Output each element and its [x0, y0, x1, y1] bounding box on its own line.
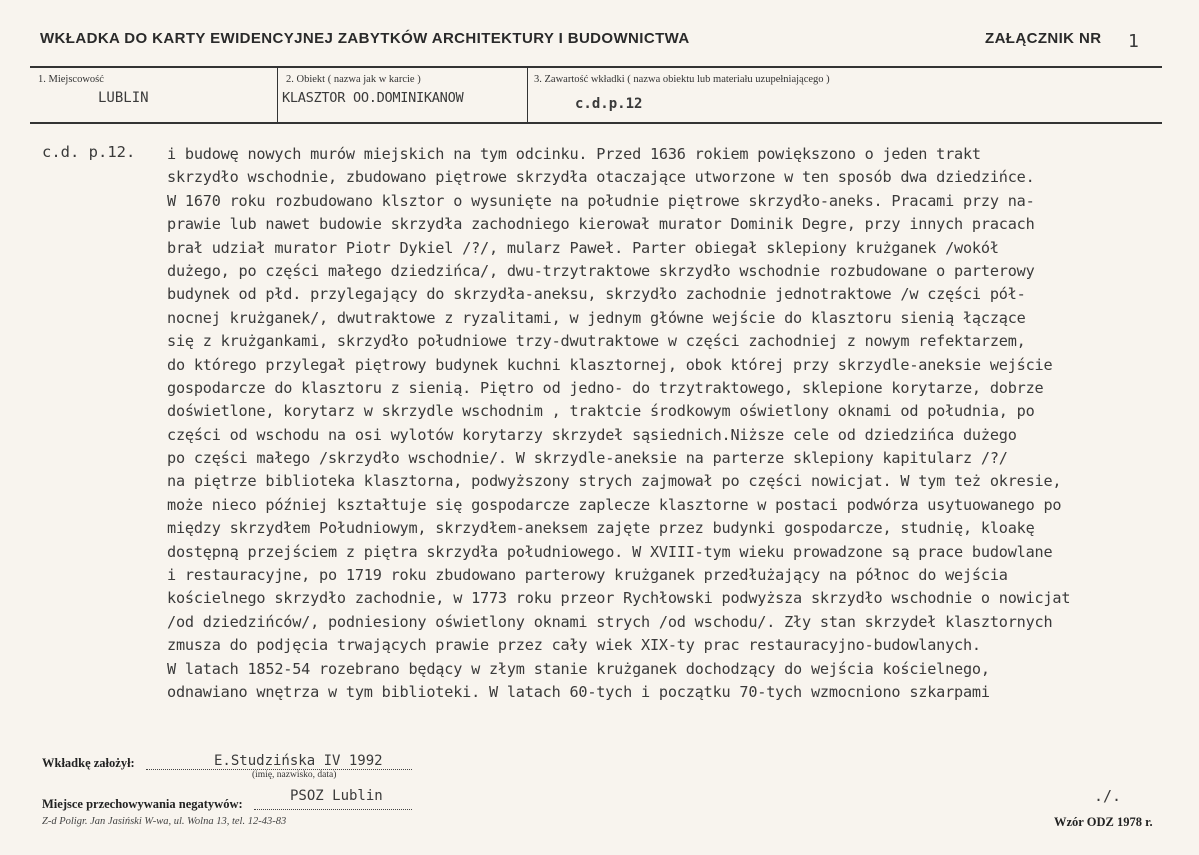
contents-label: 3. Zawartość wkładki ( nazwa obiektu lub materiału uzupełniającego )	[534, 74, 830, 85]
founded-by-hint: (imię, nazwisko, data)	[252, 770, 337, 780]
founded-by-value: E.Studzińska IV 1992	[214, 753, 383, 769]
negatives-location-label: Miejsce przechowywania negatywów:	[42, 797, 243, 811]
locality-label: 1. Miejscowość	[38, 74, 104, 85]
column-divider-2	[527, 67, 528, 123]
text-line: W latach 1852-54 rozebrano będący w złym stanie krużganek dochodzący do wejścia kościelnego,	[167, 659, 990, 678]
text-line: zmusza do podjęcia trwających prawie przez cały wiek XIX-ty prac restauracyjno-budowlanych.	[167, 636, 981, 655]
text-line: prawie lub nawet budowie skrzydła zachodniego kierował murator Dominik Degre, przy innych pracach	[167, 215, 1035, 234]
text-line: skrzydło wschodnie, zbudowano piętrowe skrzydła otaczające utworzone w ten sposób dwa dziedzińce.	[167, 168, 1035, 187]
table-top-rule	[30, 66, 1162, 68]
text-line: doświetlone, korytarz w skrzydle wschodnim , traktcie środkowym oświetlony oknami od południa, po	[167, 402, 1035, 421]
text-line: dostępną przejściem z piętra skrzydła południowego. W XVIII-tym wieku prowadzone są prace budowlane	[167, 542, 1053, 561]
text-line: do którego przylegał piętrowy budynek kuchni klasztornej, obok której przy skrzydle-aneksie wejście	[167, 355, 1053, 374]
body-text	[167, 143, 1199, 704]
attachment-number: 1	[1128, 31, 1139, 52]
founded-by-label: Wkładkę założył:	[42, 756, 135, 770]
form-title: WKŁADKA DO KARTY EWIDENCYJNEJ ZABYTKÓW ARCHITEKTURY I BUDOWNICTWA	[40, 30, 690, 47]
text-line: części od wschodu na osi wylotów korytarzy skrzydeł sąsiednich.Niższe cele od dziedzińca dużego	[167, 425, 1017, 444]
text-line: i restauracyjne, po 1719 roku zbudowano parterowy krużganek przedłużający na północ do wejścia	[167, 566, 1008, 585]
form-code: Wzór ODZ 1978 r.	[1054, 815, 1153, 829]
text-line: może nieco później kształtuje się gospodarcze zaplecze klasztorne w postaci podwórza usytuowanego po	[167, 495, 1062, 514]
text-line: budynek od płd. przylegający do skrzydła-aneksu, skrzydło zachodnie jednotraktowe /w części pół-	[167, 285, 1026, 304]
negatives-dotted-line	[254, 809, 412, 810]
continuation-marginal: c.d. p.12.	[42, 143, 136, 161]
table-bottom-rule	[30, 122, 1162, 124]
text-line: na piętrze biblioteka klasztorna, podwyższony strych zajmował po części nowicjat. W tym też okresie,	[167, 472, 1062, 491]
object-value: KLASZTOR OO.DOMINIKANOW	[282, 90, 464, 106]
text-line: odnawiano wnętrza w tym biblioteki. W latach 60-tych i początku 70-tych wzmocniono szkarpami	[167, 682, 990, 701]
text-line: się z krużgankami, skrzydło południowe trzy-dwutraktowe w części zachodniej z nowym refektarzem,	[167, 332, 1026, 351]
object-label: 2. Obiekt ( nazwa jak w karcie )	[286, 74, 421, 85]
text-line: po części małego /skrzydło wschodnie/. W skrzydle-aneksie na parterze sklepiony kapitularz /?/	[167, 449, 1008, 468]
contents-value: c.d.p.12	[575, 96, 643, 112]
text-line: brał udział murator Piotr Dykiel /?/, mularz Paweł. Parter obiegał sklepiony krużganek /wokół	[167, 238, 999, 257]
text-line: nocnej krużganek/, dwutraktowe z ryzalitami, w jednym główne wejście do klasztoru sienią łączące	[167, 308, 1026, 327]
text-line: między skrzydłem Południowym, skrzydłem-aneksem zajęte przez budynki gospodarcze, studnię, kloakę	[167, 519, 1035, 538]
attachment-label: ZAŁĄCZNIK NR	[985, 30, 1102, 47]
text-line: /od dziedzińców/, podniesiony oświetlony oknami strych /od wschodu/. Zły stan skrzydeł klasztornych	[167, 612, 1053, 631]
negatives-location-value: PSOZ Lublin	[290, 788, 383, 804]
locality-value: LUBLIN	[98, 90, 149, 106]
text-line: kościelnego skrzydło zachodnie, w 1773 roku przeor Rychłowski podwyższa skrzydło wschodnie o nowicjat	[167, 589, 1071, 608]
text-line: i budowę nowych murów miejskich na tym odcinku. Przed 1636 rokiem powiększono o jeden trakt	[167, 145, 981, 163]
text-line: dużego, po części małego dziedzińca/, dwu-trzytraktowe skrzydło wschodnie rozbudowane o parterowy	[167, 261, 1035, 280]
column-divider-1	[277, 67, 278, 123]
end-mark: ./.	[1094, 787, 1122, 805]
printer-imprint: Z-d Poligr. Jan Jasiński W-wa, ul. Wolna 13, tel. 12-43-83	[42, 816, 287, 827]
text-line: gospodarcze do klasztoru z sienią. Piętro od jedno- do trzytraktowego, sklepione korytarze, dobrze	[167, 378, 1044, 397]
text-line: W 1670 roku rozbudowano klsztor o wysunięte na południe piętrowe skrzydło-aneks. Pracami przy na-	[167, 191, 1035, 210]
